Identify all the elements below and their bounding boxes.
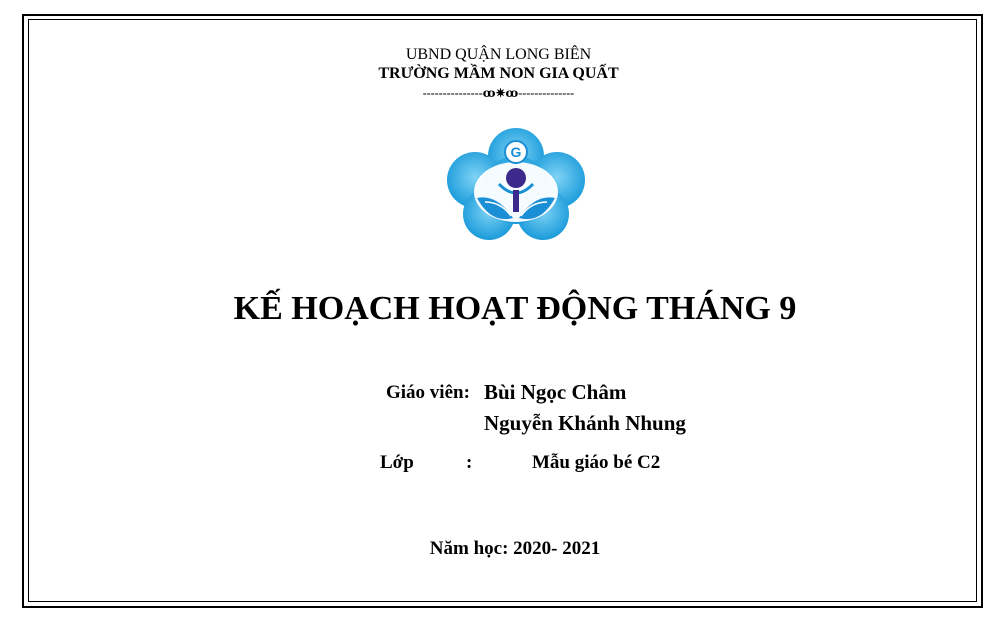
- teacher-name-1: Bùi Ngọc Châm: [484, 380, 627, 404]
- district-name: UBND QUẬN LONG BIÊN: [405, 46, 592, 63]
- school-name: TRƯỜNG MẦM NON GIA QUẤT: [378, 65, 619, 82]
- school-year: Năm học: 2020- 2021: [429, 538, 601, 559]
- school-logo: [445, 128, 587, 240]
- class-label: Lớp: [380, 452, 414, 473]
- class-colon: :: [466, 452, 473, 473]
- ornament-divider: ---------------ꝏ✷ꝏ--------------: [422, 86, 575, 100]
- teacher-name-2: Nguyễn Khánh Nhung: [484, 411, 686, 435]
- document-title: KẾ HOẠCH HOẠT ĐỘNG THÁNG 9: [233, 290, 797, 327]
- logo-letter: G: [510, 144, 522, 160]
- teacher-label: Giáo viên:: [386, 382, 470, 403]
- class-value: Mẫu giáo bé C2: [532, 452, 661, 473]
